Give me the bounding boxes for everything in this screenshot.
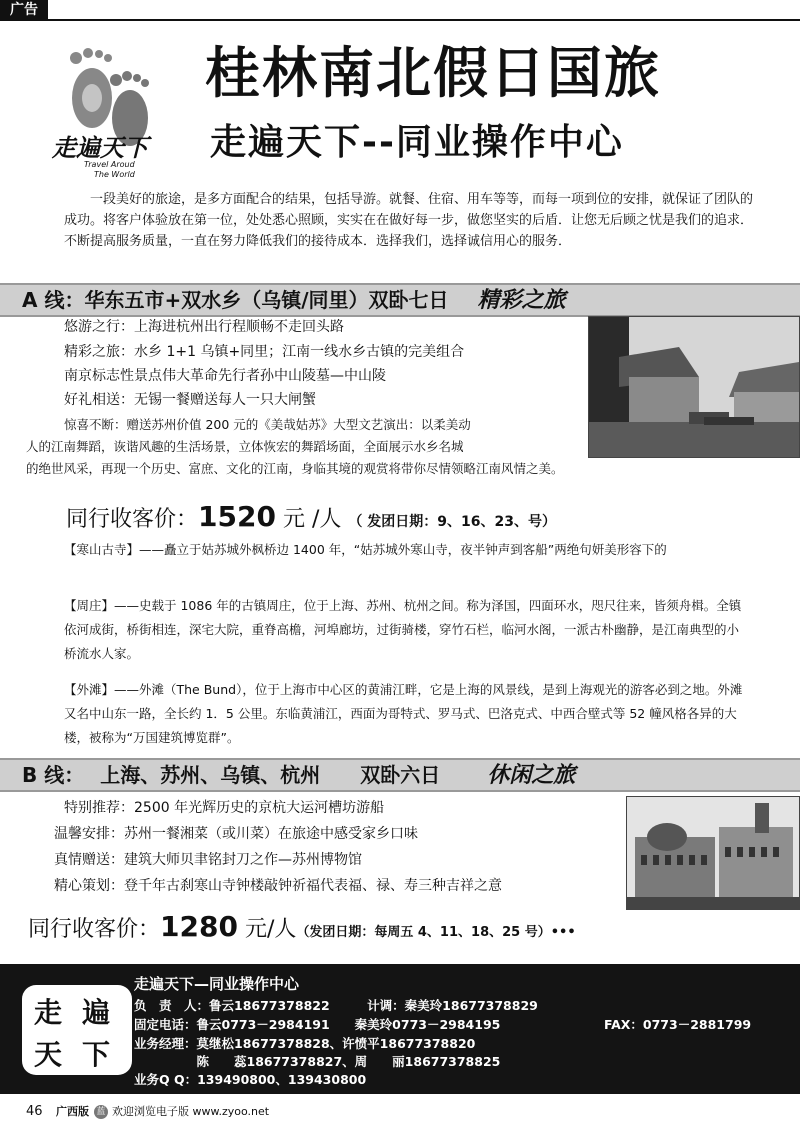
route-b-heading [22, 760, 575, 790]
water-town-image [589, 317, 799, 457]
footer-contact-row: 业务Q Q：139490800、139430800 [134, 1072, 367, 1087]
price-unit: 元 /人 [275, 507, 342, 532]
footer-fax: FAX：0773－2881799 [604, 1017, 752, 1032]
price-unit: 元/人 [237, 917, 297, 942]
footer-contact-row: 业务经理：莫继松18677378828、许愤平18677378820 [134, 1036, 476, 1051]
footer-contact-row: 负 责 人：鲁云18677378822 计调：秦美玲18677378829 [134, 998, 538, 1013]
footer-contact-row: 固定电话：鲁云0773－2984191 秦美玲0773－2984195 [134, 1017, 501, 1032]
page-number: 46 [26, 1104, 43, 1119]
route-a-line: 精彩之旅：水乡 1+1 乌镇+同里；江南一线水乡古镇的完美组合 [64, 344, 465, 360]
website-text[interactable]: 欢迎浏览电子版 www.zyoo.net [112, 1105, 270, 1118]
logo-subtext: Travel Aroud [84, 160, 135, 169]
route-a-label: A 线： [22, 288, 85, 312]
attraction-paragraph: 【周庄】——史载于 1086 年的古镇周庄，位于上海、苏州、杭州之间。称为泽国，四面环水，咫尺往来，皆须舟楫。全镇依河成街，桥街相连，深宅大院，重脊高檐，河埠廊坊，过街骑楼，穿竹石栏，临河水阁，一派古朴幽静，是江南典型的小桥流水人家。 [64, 598, 742, 661]
route-b-line: 精心策划：登千年古刹寒山寺钟楼敲钟祈福代表福、禄、寿三种吉祥之意 [54, 878, 502, 894]
bund-photo [626, 796, 800, 910]
footer-logo-char: 天 [34, 1038, 63, 1071]
footer-logo-char: 遍 [82, 996, 111, 1029]
route-a-line: 好礼相送：无锡一餐赠送每人一只大闸蟹 [64, 392, 316, 408]
route-a-surprise: 人的江南舞蹈，诙谐风趣的生活场景，立体恢宏的舞蹈场面，全面展示水乡名城 [26, 439, 464, 454]
price-value: 1280 [160, 910, 238, 943]
bund-image [627, 797, 799, 909]
route-a-line: 南京标志性景点伟大革命先行者孙中山陵墓—中山陵 [64, 368, 386, 384]
departure-dates: （ 发团日期：9、16、23、号） [348, 514, 556, 530]
price-value: 1520 [198, 500, 276, 533]
page-title: 桂林南北假日国旅 [205, 40, 662, 105]
attraction-paragraph: 【外滩】——外滩（The Bund），位于上海市中心区的黄浦江畔，它是上海的风景线，是到上海观光的游客必到之地。外滩又名中山东一路，全长约 1．5 公里。东临黄浦江，西面为哥特式、罗马式、巴洛克式、中西合壁式等 52 幢风格各异的大楼，被称为“万国建筑博览群”。 [64, 682, 743, 745]
route-b-line: 特别推荐：2500 年光辉历史的京杭大运河槽坊游船 [64, 800, 385, 816]
edition-label: 广西版 [56, 1105, 89, 1118]
page-subtitle: 走遍天下--同业操作中心 [210, 122, 624, 163]
footer-contact-row: 陈 蕊18677378827、周 丽18677378825 [134, 1054, 501, 1069]
logo-subtext: The World [94, 170, 135, 179]
footer-logo [22, 985, 132, 1075]
footer-company: 走遍天下—同业操作中心 [134, 975, 300, 993]
route-b-price [28, 910, 576, 950]
departure-dates: （发团日期：每周五 4、11、18、25 号）••• [296, 925, 576, 940]
route-a-surprise: 的绝世风采，再现一个历史、富庶、文化的江南，身临其境的观赏将带你尽情领略江南风情之美。 [26, 461, 564, 476]
ad-tag: 广告 [0, 0, 48, 20]
route-a-line: 悠游之行：上海进杭州出行程顺畅不走回头路 [64, 319, 344, 335]
route-a-heading [22, 285, 566, 315]
brand-logo [50, 36, 180, 186]
route-b-name: 上海、苏州、乌镇、杭州 双卧六日 [100, 763, 441, 787]
route-b-line: 真情赠送：建筑大师贝聿铭封刀之作—苏州博物馆 [54, 852, 362, 868]
route-b-label: B 线： [22, 763, 85, 787]
top-divider [0, 19, 800, 21]
route-a-name: 华东五市+双水乡（乌镇/同里）双卧七日 [84, 288, 449, 312]
route-a-highlight: 精彩之旅 [477, 287, 566, 313]
price-label: 同行收客价： [28, 917, 161, 942]
price-label: 同行收客价： [66, 507, 199, 532]
route-b-highlight: 休闲之旅 [487, 762, 576, 788]
edition-badge: 蓝 [94, 1105, 108, 1119]
route-b-line: 温馨安排：苏州一餐湘菜（或川菜）在旅途中感受家乡口味 [54, 826, 418, 842]
footer-logo-char: 下 [82, 1038, 111, 1071]
route-a-surprise: 惊喜不断：赠送苏州价值 200 元的《美哉姑苏》大型文艺演出：以柔美动 [64, 417, 471, 432]
footer-logo-char: 走 [34, 996, 63, 1029]
intro-paragraph: 一段美好的旅途，是多方面配合的结果，包括导游。就餐、住宿、用车等等，而每一项到位的安排，就保证了团队的成功。将客户体验放在第一位，处处悉心照顾，实实在在做好每一步，做您坚实的后盾．让您无后顾之忧是我们的追求．不断提高服务质量，一直在努力降低我们的接待成本．选择我们，选择诚信用心的服务． [64, 192, 754, 249]
logo-text: 走遍天下 [52, 133, 148, 162]
water-town-photo [588, 316, 800, 458]
page-footer [0, 1100, 800, 1123]
route-a-price [66, 500, 556, 539]
attraction-paragraph: 【寒山古寺】——矗立于姑苏城外枫桥边 1400 年，“姑苏城外寒山寺，夜半钟声到客船”两绝句妍美形容下的 [64, 542, 667, 557]
